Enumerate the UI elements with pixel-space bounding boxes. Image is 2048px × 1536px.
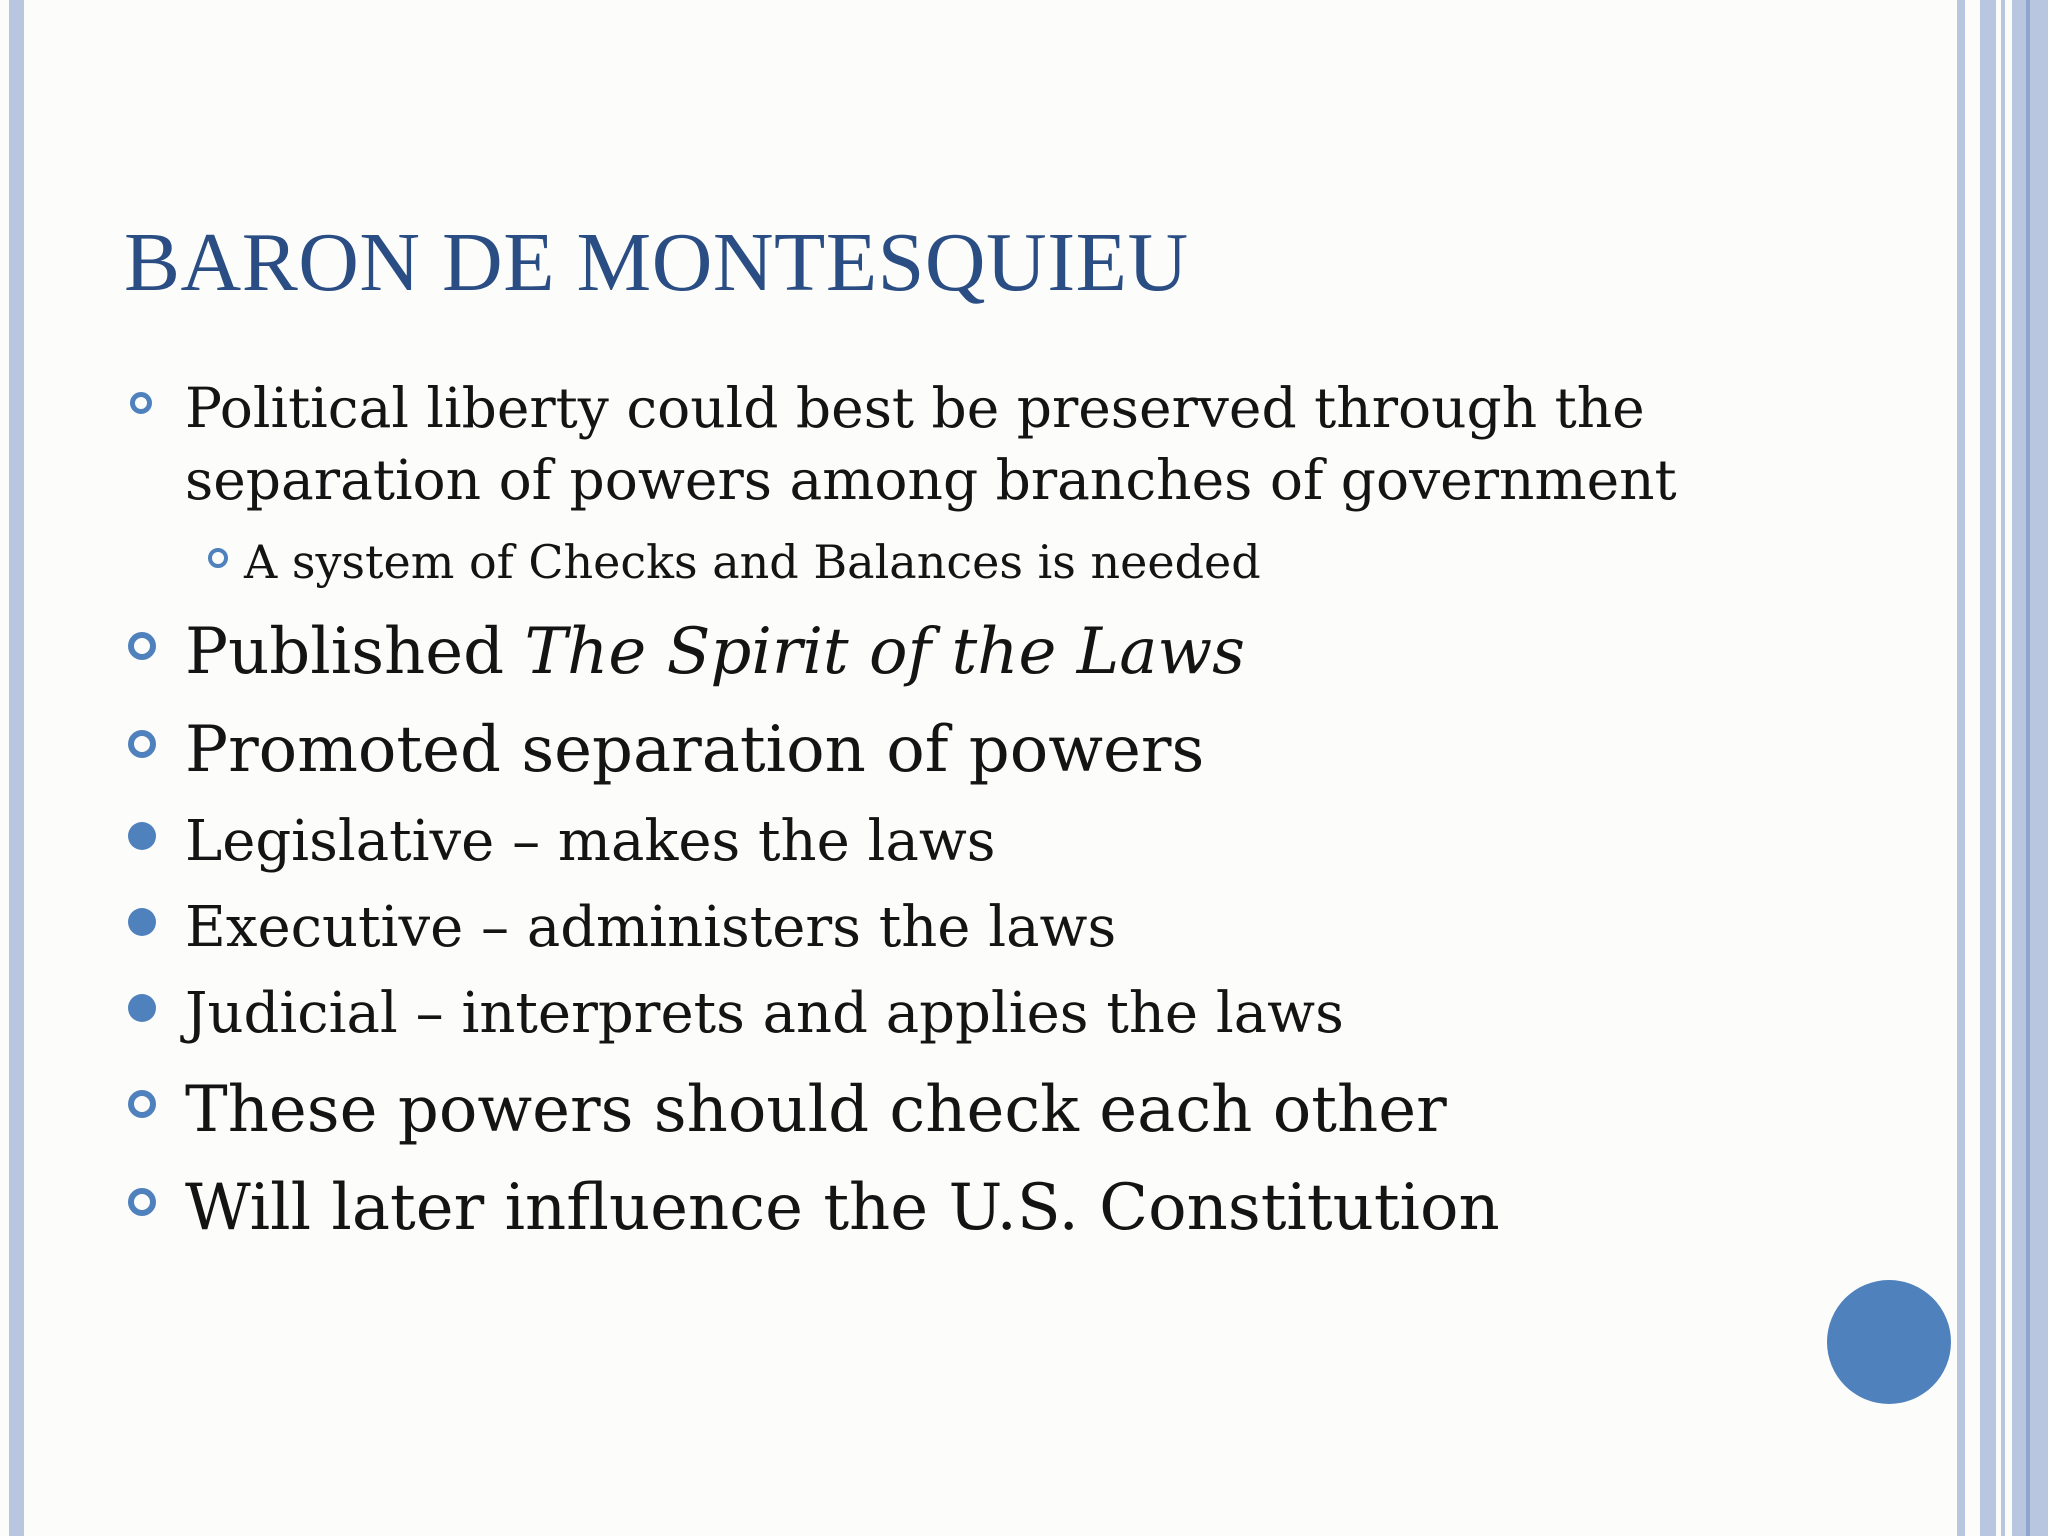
dot-bullet-icon [128,822,156,850]
right-frame-stripe [2026,0,2030,1536]
right-frame-stripe [2012,0,2048,1536]
right-frame-stripe [1957,0,1965,1536]
right-frame-stripe [2001,0,2005,1536]
blue-circle-icon [1827,1280,1951,1404]
bullet-text: Will later influence the U.S. Constitution [185,1171,1500,1245]
bullet-text-prefix: Published [185,615,525,689]
dot-bullet-icon [128,908,156,936]
bullet-line: separation of powers among branches of government [185,448,1677,512]
bullet-text: Legislative – makes the laws [185,809,996,874]
bullet-text: Promoted separation of powers [185,713,1205,787]
ring-bullet-icon [128,730,156,758]
bullet-text: These powers should check each other [185,1073,1447,1147]
bullet-text [185,372,1677,516]
right-frame-stripe [1980,0,1996,1536]
slide-title: BARON DE MONTESQUIEU [124,216,1189,309]
book-title: The Spirit of the Laws [524,615,1245,689]
bullet-text [185,612,1245,692]
left-frame-bar [9,0,24,1536]
ring-bullet-icon [130,392,152,414]
bullet-line: Political liberty could best be preserved through the [185,376,1645,440]
bullet-text: A system of Checks and Balances is needed [244,535,1261,589]
bullet-text: Judicial – interprets and applies the laws [185,981,1344,1046]
ring-bullet-icon [128,632,156,660]
bullet-text: Executive – administers the laws [185,895,1117,960]
dot-bullet-icon [128,994,156,1022]
ring-bullet-icon [128,1090,156,1118]
ring-bullet-icon [128,1188,156,1216]
ring-bullet-icon [208,548,228,568]
